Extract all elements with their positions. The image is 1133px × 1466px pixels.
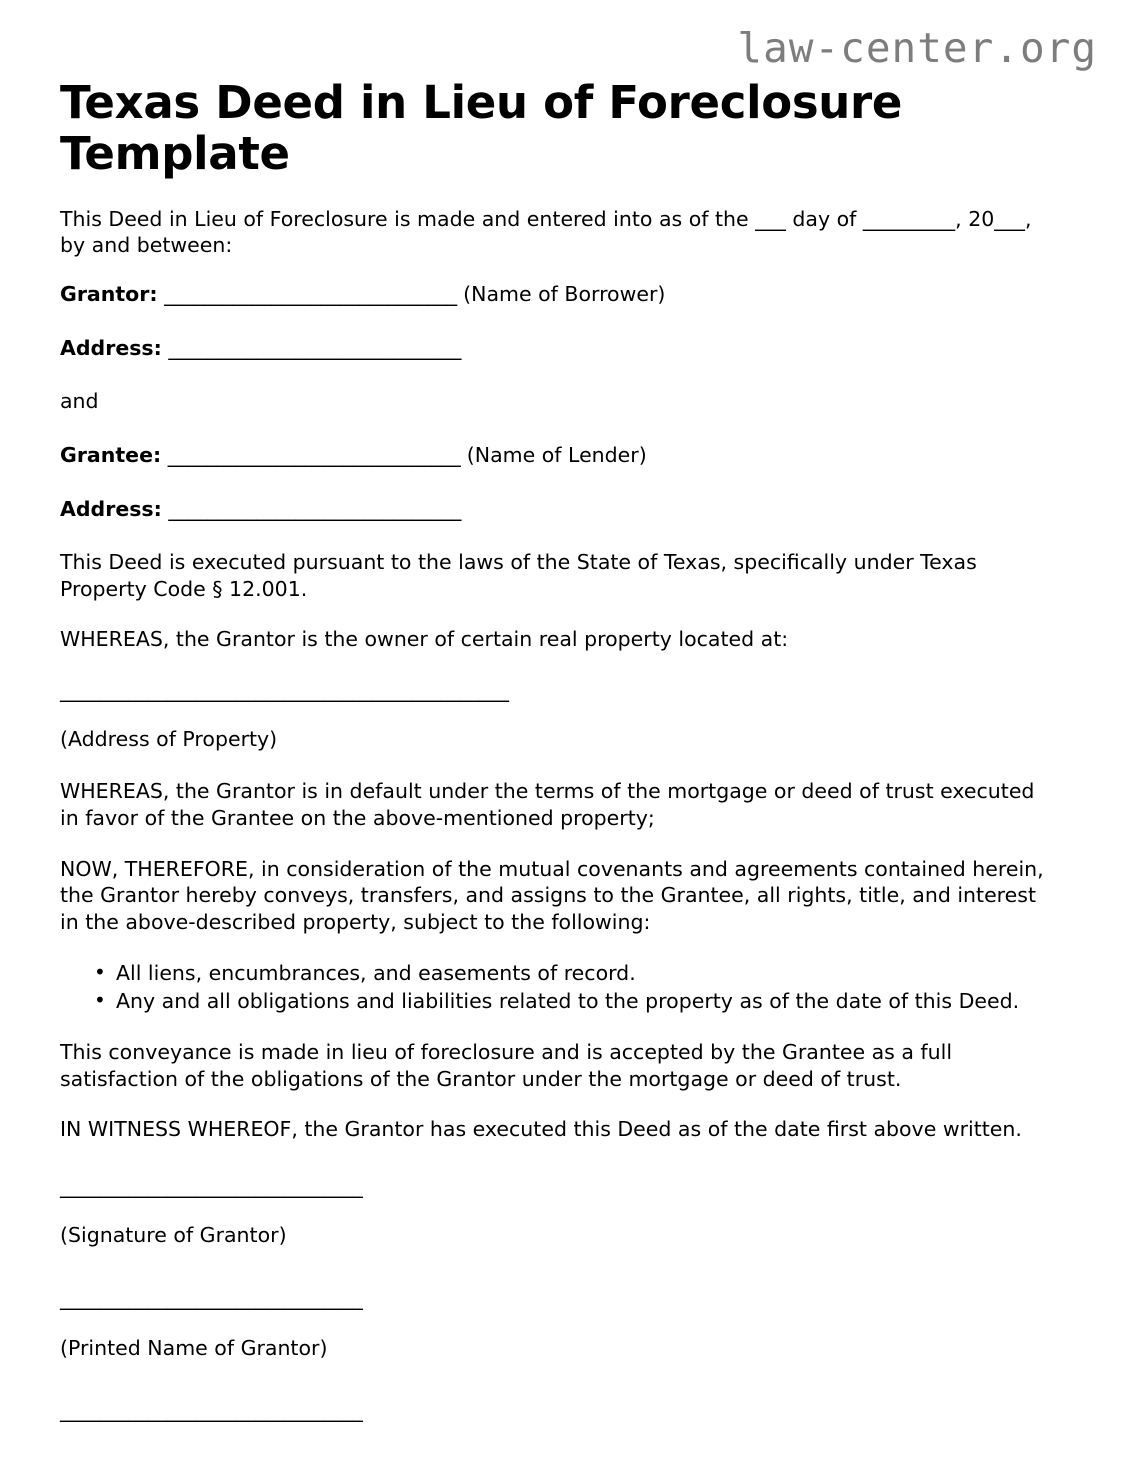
third-signature-blank[interactable]: _______________________________	[60, 1398, 363, 1423]
witness-paragraph: IN WITNESS WHEREOF, the Grantor has executed this Deed as of the date first above written.	[60, 1117, 1022, 1142]
printed-name-caption: (Printed Name of Grantor)	[60, 1335, 328, 1360]
grantee-note: (Name of Lender)	[466, 442, 647, 467]
property-address-blank[interactable]: ______________________________________________	[60, 678, 509, 703]
grantee-address-field-line	[60, 496, 1073, 523]
signature-caption: (Signature of Grantor)	[60, 1223, 287, 1248]
list-item: • Any and all obligations and liabilities related to the property as of the date of this Deed.	[116, 988, 1056, 1015]
grantor-address-field-line	[60, 335, 1073, 362]
grantor-note: (Name of Borrower)	[463, 281, 666, 306]
conveyance-paragraph: This conveyance is made in lieu of foreclosure and is accepted by the Grantee as a full satisfaction of the obligations of the Grantor under the mortgage or deed of trust.	[60, 1039, 953, 1091]
list-item: • All liens, encumbrances, and easements of record.	[116, 960, 1056, 987]
statute-paragraph: This Deed is executed pursuant to the laws of the State of Texas, specifically under Texas Property Code § 12.001.	[60, 550, 977, 601]
now-therefore-paragraph: NOW, THEREFORE, in consideration of the mutual covenants and agreements contained herein, the Grantor hereby conveys, transfers, and assigns to the Grantee, all rights, title, and interest in the above-described property, subject to the following:	[60, 856, 1044, 934]
page-title: Texas Deed in Lieu of Foreclosure Template	[60, 76, 903, 180]
grantor-field-line	[60, 281, 1073, 308]
whereas-default-paragraph: WHEREAS, the Grantor is in default under the terms of the mortgage or deed of trust executed in favor of the Grantee on the above-mentioned property;	[60, 779, 1035, 831]
grantor-address-blank[interactable]: ______________________________	[168, 335, 461, 360]
grantee-blank[interactable]: ______________________________	[167, 442, 461, 467]
whereas-owner-paragraph: WHEREAS, the Grantor is the owner of certain real property located at:	[60, 627, 789, 652]
signature-block	[60, 1173, 1073, 1424]
grantor-blank[interactable]: ______________________________	[164, 281, 457, 306]
conjunction-and: and	[60, 389, 99, 414]
grantor-address-label: Address:	[60, 335, 162, 360]
grantor-label: Grantor:	[60, 281, 158, 306]
grantee-label: Grantee:	[60, 442, 162, 467]
signature-blank[interactable]: _______________________________	[60, 1173, 363, 1198]
intro-paragraph: This Deed in Lieu of Foreclosure is made and entered into as of the ___ day of _________, 20___, by and between:	[60, 206, 1032, 258]
property-address-caption: (Address of Property)	[60, 726, 278, 751]
conditions-list	[60, 960, 1073, 1015]
site-watermark: law-center.org	[737, 24, 1097, 72]
document-body	[60, 180, 1073, 1424]
grantee-address-blank[interactable]: ______________________________	[168, 496, 461, 521]
printed-name-blank[interactable]: _______________________________	[60, 1286, 363, 1311]
grantee-field-line	[60, 442, 1073, 469]
grantee-address-label: Address:	[60, 496, 162, 521]
